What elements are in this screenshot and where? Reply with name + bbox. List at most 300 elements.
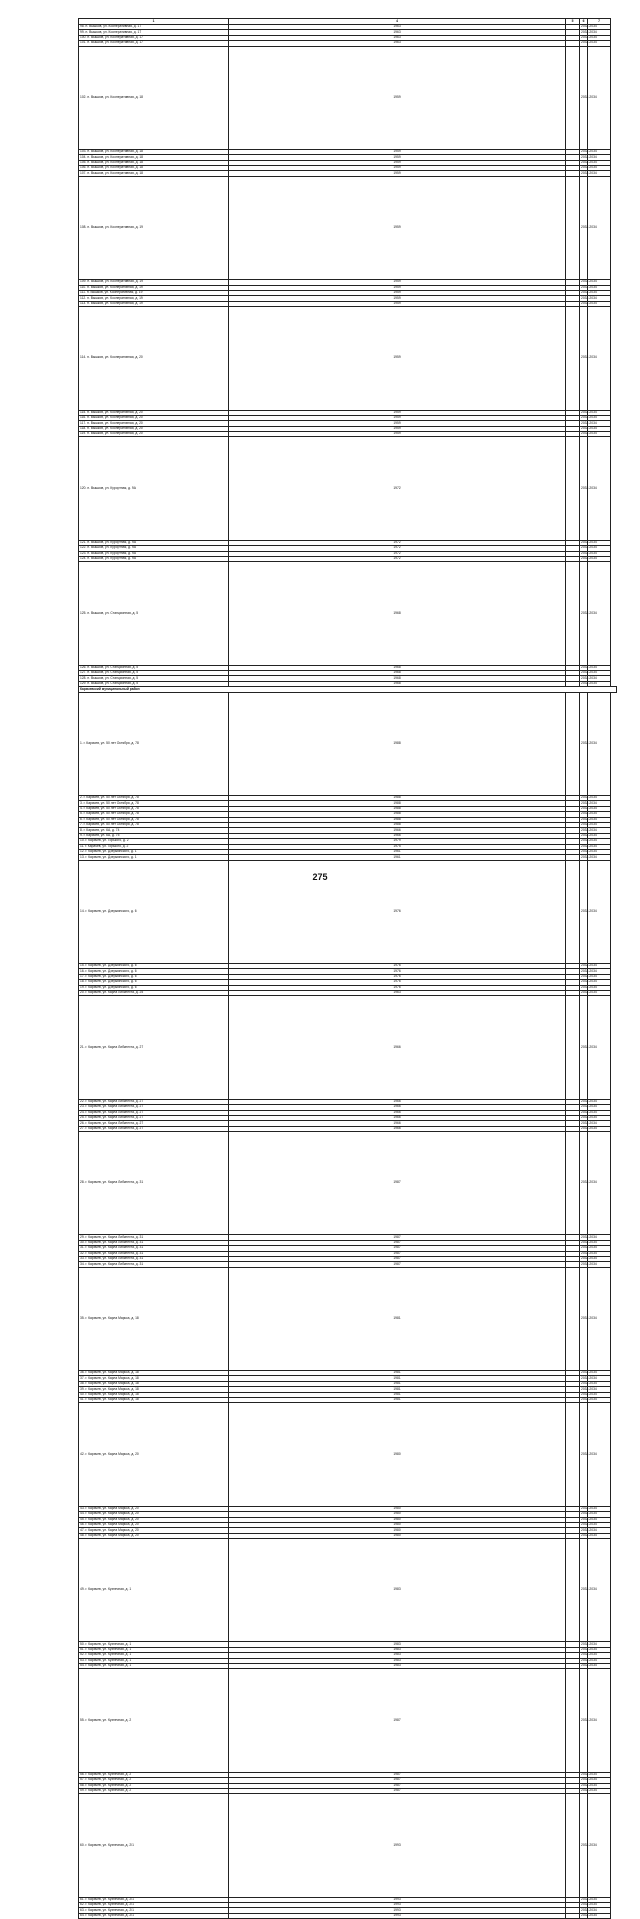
year-built-cell: 1959 [229, 155, 566, 160]
planned-period-cell: 2032-2034 [580, 860, 588, 963]
year-built-cell: 1981 [229, 1267, 566, 1370]
year-built-cell: 1983 [229, 1653, 566, 1658]
planned-period-cell: 2032-2034 [581, 556, 597, 561]
address-cell: 21. г. Карачев, ул. Карла Либкнехта, д. 27 [79, 996, 229, 1099]
address-cell: 37. г. Карачев, ул. Карла Маркса, д. 18 [79, 1376, 229, 1381]
address-cell: 14. г. Карачев, ул. Дзержинского, д. 6 [79, 860, 229, 963]
planned-period-cell: 2032-2034 [581, 670, 597, 675]
column-number: 5 [566, 19, 580, 25]
address-cell: 121. п. Вышков, ул. Курортная, д. 9А [79, 540, 229, 545]
planned-period-cell: 2032-2034 [581, 1098, 597, 1103]
address-cell: 114. п. Вышков, ул. Кооперативная, д. 20 [79, 307, 229, 410]
planned-period-cell: 2032-2034 [580, 1669, 588, 1772]
planned-period-cell: 2032-2034 [581, 1511, 597, 1516]
planned-period-cell: 2032-2034 [581, 1261, 597, 1266]
year-built-cell: 1976 [229, 980, 566, 985]
planned-period-cell: 2032-2034 [581, 420, 597, 425]
address-cell: 128. п. Вышков, ул. Станционная, д. 5 [79, 676, 229, 681]
address-cell: 20. г. Карачев, ул. Карла Либкнехта, д. 25 [79, 990, 229, 995]
year-built-cell: 1983 [229, 1658, 566, 1663]
year-built-cell: 1981 [229, 1376, 566, 1381]
planned-period-cell: 2032-2034 [581, 827, 597, 832]
year-built-cell: 1963 [229, 25, 566, 30]
year-built-cell: 1959 [229, 149, 566, 154]
planned-period-cell: 2032-2034 [581, 1777, 597, 1782]
planned-period-cell: 2032-2034 [581, 1245, 597, 1250]
planned-period-cell: 2032-2034 [581, 1256, 597, 1261]
address-cell: 10. г. Карачев, ул. Горького, д. 2 [79, 839, 229, 844]
address-cell: 63. г. Карачев, ул. Кузнечная, д. 2/1 [79, 1908, 229, 1913]
address-cell: 4. г. Карачев, ул. 50 лет Октября, д. 78 [79, 806, 229, 811]
address-cell: 119. п. Вышков, ул. Кооперативная, д. 20 [79, 432, 229, 437]
address-cell: 36. г. Карачев, ул. Карла Маркса, д. 18 [79, 1371, 229, 1376]
address-cell: 22. г. Карачев, ул. Карла Либкнехта, д. 27 [79, 1099, 229, 1104]
year-built-cell: 1987 [229, 1669, 566, 1772]
planned-period-cell: 2032-2034 [580, 1267, 588, 1370]
planned-period-cell: 2032-2034 [581, 1240, 597, 1245]
planned-period-cell: 2032-2034 [581, 838, 597, 843]
planned-period-cell: 2032-2034 [580, 437, 588, 540]
planned-period-cell: 2032-2034 [581, 301, 597, 305]
address-cell: 56. г. Карачев, ул. Кузнечная, д. 2 [79, 1772, 229, 1777]
year-built-cell: 1963 [229, 30, 566, 35]
year-built-cell: 1976 [229, 969, 566, 974]
address-cell: 3. г. Карачев, ул. 50 лет Октября, д. 78 [79, 801, 229, 806]
planned-period-cell: 2032-2034 [581, 1532, 597, 1537]
planned-period-cell: 2032-2034 [581, 1104, 597, 1109]
address-cell: 51. г. Карачев, ул. Кузнечная, д. 1 [79, 1647, 229, 1652]
planned-period-cell: 2032-2034 [581, 35, 597, 40]
year-built-cell: 1966 [229, 1110, 566, 1115]
planned-period-cell: 2032-2034 [581, 1109, 597, 1114]
year-built-cell: 1976 [229, 860, 566, 963]
planned-period-cell: 2032-2034 [581, 1641, 597, 1646]
table-row [79, 176, 617, 279]
column-number: 6 [580, 19, 588, 25]
year-built-cell: 1993 [229, 1794, 566, 1897]
planned-period-cell: 2032-2034 [581, 1506, 597, 1511]
year-built-cell: 1966 [229, 828, 566, 833]
address-cell: 48. г. Карачев, ул. Карла Маркса, д. 20 [79, 1533, 229, 1538]
year-built-cell: 1988 [229, 822, 566, 827]
year-built-cell: 1979 [229, 839, 566, 844]
address-cell: 118. п. Вышков, ул. Кооперативная, д. 20 [79, 426, 229, 431]
year-built-cell: 1966 [229, 1115, 566, 1120]
year-built-cell: 1959 [229, 285, 566, 290]
planned-period-cell: 2032-2034 [580, 1132, 588, 1235]
column-number: 4 [229, 19, 566, 25]
year-built-cell: 1980 [229, 1517, 566, 1522]
planned-period-cell: 2032-2034 [581, 1516, 597, 1521]
address-cell: 61. г. Карачев, ул. Кузнечная, д. 2/1 [79, 1897, 229, 1902]
planned-period-cell: 2032-2034 [581, 1250, 597, 1255]
address-cell: 112. п. Вышков, ул. Кооперативная, д. 19 [79, 296, 229, 301]
planned-period-cell: 2032-2034 [581, 1782, 597, 1787]
planned-period-cell: 2032-2034 [581, 854, 597, 859]
year-built-cell: 1959 [229, 301, 566, 306]
address-cell: 41. г. Карачев, ул. Карла Маркса, д. 18 [79, 1398, 229, 1403]
planned-period-cell: 2032-2034 [580, 46, 588, 149]
empty-cell [566, 1794, 580, 1897]
empty-cell [566, 1539, 580, 1642]
planned-period-cell: 2032-2034 [581, 550, 597, 555]
planned-period-cell: 2032-2034 [581, 843, 597, 848]
address-cell: 12. г. Карачев, ул. Дзержинского, д. 1 [79, 849, 229, 854]
address-cell: 34. г. Карачев, ул. Карла Либкнехта, д. 31 [79, 1262, 229, 1267]
planned-period-cell: 2032-2034 [581, 1647, 597, 1652]
planned-period-cell: 2032-2034 [581, 295, 597, 300]
address-cell: 15. г. Карачев, ул. Дзержинского, д. 6 [79, 964, 229, 969]
empty-cell [566, 692, 580, 795]
address-cell: 124. п. Вышков, ул. Курортная, д. 9А [79, 556, 229, 561]
planned-period-cell: 2032-2034 [581, 1788, 597, 1793]
year-built-cell: 1959 [229, 290, 566, 295]
planned-period-cell: 2032-2034 [581, 409, 597, 414]
planned-period-cell: 2032-2034 [581, 1902, 597, 1907]
planned-period-cell: 2032-2034 [581, 1120, 597, 1125]
address-cell: 44. г. Карачев, ул. Карла Маркса, д. 20 [79, 1512, 229, 1517]
address-cell: 60. г. Карачев, ул. Кузнечная, д. 2/1 [79, 1794, 229, 1897]
year-built-cell: 1988 [229, 801, 566, 806]
page-number: 275 [312, 872, 328, 882]
year-built-cell: 1966 [229, 996, 566, 1099]
year-built-cell: 1988 [229, 806, 566, 811]
planned-period-cell: 2032-2034 [581, 1663, 597, 1668]
table-row [79, 692, 617, 795]
year-built-cell: 1993 [229, 1897, 566, 1902]
address-cell: 98. п. Вышков, ул. Кооперативная, д. 17 [79, 25, 229, 30]
planned-period-cell: 2032-2034 [581, 149, 597, 154]
year-built-cell: 1983 [229, 1647, 566, 1652]
planned-period-cell: 2032-2034 [581, 1896, 597, 1901]
planned-period-cell: 2032-2034 [581, 1115, 597, 1120]
address-cell: 107. п. Вышков, ул. Кооперативная, д. 18 [79, 171, 229, 176]
planned-period-cell: 2032-2034 [581, 984, 597, 989]
address-cell: 24. г. Карачев, ул. Карла Либкнехта, д. 27 [79, 1110, 229, 1115]
year-built-cell: 1987 [229, 1772, 566, 1777]
planned-period-cell: 2032-2034 [581, 974, 597, 979]
address-cell: 26. г. Карачев, ул. Карла Либкнехта, д. 27 [79, 1121, 229, 1126]
year-built-cell: 1959 [229, 410, 566, 415]
year-built-cell: 1987 [229, 1235, 566, 1240]
year-built-cell: 1993 [229, 1903, 566, 1908]
planned-period-cell: 2032-2034 [581, 1397, 597, 1402]
address-cell: 123. п. Вышков, ул. Курортная, д. 9А [79, 551, 229, 556]
planned-period-cell: 2032-2034 [581, 1657, 597, 1662]
planned-period-cell: 2032-2034 [581, 1234, 597, 1239]
year-built-cell: 1980 [229, 1533, 566, 1538]
year-built-cell: 1981 [229, 1398, 566, 1403]
year-built-cell: 1988 [229, 692, 566, 795]
planned-period-cell: 2032-2034 [581, 1370, 597, 1375]
planned-period-cell: 2032-2034 [581, 170, 597, 175]
year-built-cell: 1975 [229, 844, 566, 849]
address-cell: 105. п. Вышков, ул. Кооперативная, д. 18 [79, 160, 229, 165]
address-cell: 125. п. Вышков, ул. Станционная, д. 5 [79, 562, 229, 665]
address-cell: 11. г. Карачев, ул. Горького, д. 2 [79, 844, 229, 849]
year-built-cell: 1981 [229, 1392, 566, 1397]
planned-period-cell: 2032-2034 [581, 154, 597, 159]
table-body [79, 25, 617, 1919]
address-cell: 18. г. Карачев, ул. Дзержинского, д. 6 [79, 980, 229, 985]
address-cell: 27. г. Карачев, ул. Карла Либкнехта, д. 27 [79, 1126, 229, 1131]
planned-period-cell: 2032-2034 [581, 990, 597, 995]
empty-cell [566, 562, 580, 665]
year-built-cell: 1988 [229, 796, 566, 801]
address-cell: 106. п. Вышков, ул. Кооперативная, д. 18 [79, 166, 229, 171]
year-built-cell: 1972 [229, 551, 566, 556]
year-built-cell: 1959 [229, 421, 566, 426]
year-built-cell: 1972 [229, 540, 566, 545]
address-cell: 54. г. Карачев, ул. Кузнечная, д. 1 [79, 1664, 229, 1669]
planned-period-cell: 2032-2034 [581, 415, 597, 420]
column-number: 7 [588, 19, 611, 25]
address-cell: 57. г. Карачев, ул. Кузнечная, д. 2 [79, 1778, 229, 1783]
address-cell: 109. п. Вышков, ул. Кооперативная, д. 19 [79, 280, 229, 285]
address-cell: 42. г. Карачев, ул. Карла Маркса, д. 20 [79, 1403, 229, 1506]
year-built-cell: 1961 [229, 855, 566, 860]
planned-period-cell: 2032-2034 [581, 800, 597, 805]
planned-period-cell: 2032-2034 [580, 996, 588, 1099]
address-cell: 46. г. Карачев, ул. Карла Маркса, д. 20 [79, 1522, 229, 1527]
empty-cell [566, 996, 580, 1099]
planned-period-cell: 2032-2034 [580, 692, 588, 795]
year-built-cell: 1972 [229, 546, 566, 551]
year-built-cell: 1981 [229, 1387, 566, 1392]
year-built-cell: 1959 [229, 280, 566, 285]
address-cell: 35. г. Карачев, ул. Карла Маркса, д. 18 [79, 1267, 229, 1370]
address-cell: 102. п. Вышков, ул. Кооперативная, д. 18 [79, 46, 229, 149]
planned-period-cell: 2032-2034 [581, 1913, 597, 1918]
planned-period-cell: 2032-2034 [581, 816, 597, 821]
planned-period-cell: 2032-2034 [580, 1794, 588, 1897]
year-built-cell: 1959 [229, 171, 566, 176]
empty-cell [566, 176, 580, 279]
planned-period-cell: 2032-2034 [580, 1403, 588, 1506]
year-built-cell: 1968 [229, 676, 566, 681]
year-built-cell: 1961 [229, 849, 566, 854]
planned-period-cell: 2032-2034 [581, 1522, 597, 1527]
year-built-cell: 1987 [229, 1251, 566, 1256]
year-built-cell: 1959 [229, 426, 566, 431]
table-row [79, 1403, 617, 1506]
year-built-cell: 1966 [229, 1126, 566, 1131]
address-cell: 39. г. Карачев, ул. Карла Маркса, д. 18 [79, 1387, 229, 1392]
planned-period-cell: 2032-2034 [581, 963, 597, 968]
address-cell: 43. г. Карачев, ул. Карла Маркса, д. 20 [79, 1506, 229, 1511]
year-built-cell: 1983 [229, 1642, 566, 1647]
address-cell: 108. п. Вышков, ул. Кооперативная, д. 19 [79, 176, 229, 279]
empty-cell [566, 307, 580, 410]
address-cell: 33. г. Карачев, ул. Карла Либкнехта, д. 31 [79, 1256, 229, 1261]
planned-period-cell: 2032-2034 [581, 540, 597, 545]
planned-period-cell: 2032-2034 [581, 40, 597, 45]
address-cell: 101. п. Вышков, ул. Кооперативная, д. 17 [79, 41, 229, 46]
empty-cell [566, 1913, 580, 1918]
table-row [79, 307, 617, 410]
year-built-cell: 1959 [229, 160, 566, 165]
address-cell: 29. г. Карачев, ул. Карла Либкнехта, д. 31 [79, 1235, 229, 1240]
address-cell: 6. г. Карачев, ул. 50 лет Октября, д. 78 [79, 817, 229, 822]
table-row [79, 1913, 617, 1918]
planned-period-cell: 2032-2034 [580, 307, 588, 410]
planned-period-cell: 2032-2034 [580, 562, 588, 665]
year-built-cell: 1972 [229, 437, 566, 540]
year-built-cell: 1981 [229, 1381, 566, 1386]
address-cell: 16. г. Карачев, ул. Дзержинского, д. 6 [79, 969, 229, 974]
planned-period-cell: 2032-2034 [581, 29, 597, 34]
address-cell: 49. г. Карачев, ул. Кузнечная, д. 1 [79, 1539, 229, 1642]
year-built-cell: 1968 [229, 671, 566, 676]
address-cell: 52. г. Карачев, ул. Кузнечная, д. 1 [79, 1653, 229, 1658]
planned-period-cell: 2032-2034 [581, 849, 597, 854]
address-cell: 32. г. Карачев, ул. Карла Либкнехта, д. 31 [79, 1251, 229, 1256]
planned-period-cell: 2032-2034 [581, 795, 597, 800]
address-cell: 58. г. Карачев, ул. Кузнечная, д. 2 [79, 1783, 229, 1788]
planned-period-cell: 2032-2034 [581, 545, 597, 550]
empty-cell [566, 437, 580, 540]
planned-period-cell: 2032-2034 [581, 279, 597, 284]
planned-period-cell: 2032-2034 [581, 806, 597, 811]
year-built-cell: 1993 [229, 1908, 566, 1913]
year-built-cell: 1972 [229, 556, 566, 561]
empty-cell [566, 1669, 580, 1772]
year-built-cell: 1968 [229, 562, 566, 665]
year-built-cell: 1987 [229, 1256, 566, 1261]
planned-period-cell: 2032-2034 [581, 284, 597, 289]
planned-period-cell: 2032-2034 [581, 1375, 597, 1380]
planned-period-cell: 2032-2034 [581, 425, 597, 430]
address-cell: 30. г. Карачев, ул. Карла Либкнехта, д. 31 [79, 1240, 229, 1245]
address-cell: 31. г. Карачев, ул. Карла Либкнехта, д. 31 [79, 1246, 229, 1251]
year-built-cell: 1981 [229, 1371, 566, 1376]
address-cell: 113. п. Вышков, ул. Кооперативная, д. 19 [79, 301, 229, 306]
year-built-cell: 1959 [229, 176, 566, 279]
address-cell: 55. г. Карачев, ул. Кузнечная, д. 2 [79, 1669, 229, 1772]
address-cell: 117. п. Вышков, ул. Кооперативная, д. 20 [79, 421, 229, 426]
year-built-cell: 1980 [229, 1512, 566, 1517]
address-cell: 122. п. Вышков, ул. Курортная, д. 9А [79, 546, 229, 551]
year-built-cell: 1987 [229, 1783, 566, 1788]
address-cell: 40. г. Карачев, ул. Карла Маркса, д. 18 [79, 1392, 229, 1397]
planned-period-cell: 2032-2034 [581, 431, 597, 436]
year-built-cell: 1976 [229, 985, 566, 990]
address-cell: 17. г. Карачев, ул. Дзержинского, д. 6 [79, 974, 229, 979]
planned-period-cell: 2032-2034 [581, 1652, 597, 1657]
year-built-cell: 1988 [229, 812, 566, 817]
table-row [79, 562, 617, 665]
planned-period-cell: 2032-2034 [580, 176, 588, 279]
planned-period-cell: 2032-2034 [581, 1125, 597, 1130]
year-built-cell: 1959 [229, 296, 566, 301]
year-built-cell: 1987 [229, 1788, 566, 1793]
address-cell: 116. п. Вышков, ул. Кооперативная, д. 20 [79, 415, 229, 420]
year-built-cell: 1980 [229, 1522, 566, 1527]
address-cell: 47. г. Карачев, ул. Карла Маркса, д. 20 [79, 1528, 229, 1533]
table-row [79, 1794, 617, 1897]
address-cell: 25. г. Карачев, ул. Карла Либкнехта, д. 27 [79, 1115, 229, 1120]
planned-period-cell: 2032-2034 [581, 159, 597, 164]
address-cell: 23. г. Карачев, ул. Карла Либкнехта, д. 27 [79, 1105, 229, 1110]
year-built-cell: 1980 [229, 1403, 566, 1506]
year-built-cell: 1966 [229, 833, 566, 838]
planned-period-cell: 2032-2034 [581, 979, 597, 984]
address-cell: 59. г. Карачев, ул. Кузнечная, д. 2 [79, 1788, 229, 1793]
address-cell: 53. г. Карачев, ул. Кузнечная, д. 1 [79, 1658, 229, 1663]
repair-program-table [78, 18, 617, 1919]
address-cell: 5. г. Карачев, ул. 50 лет Октября, д. 78 [79, 812, 229, 817]
document-sheet [78, 18, 616, 1919]
address-cell: 99. п. Вышков, ул. Кооперативная, д. 17 [79, 30, 229, 35]
address-cell: 8. г. Карачев, ул. 6А, д. 74 [79, 828, 229, 833]
address-cell: 62. г. Карачев, ул. Кузнечная, д. 2/1 [79, 1903, 229, 1908]
year-built-cell: 1987 [229, 1246, 566, 1251]
address-cell: 50. г. Карачев, ул. Кузнечная, д. 1 [79, 1642, 229, 1647]
address-cell: 127. п. Вышков, ул. Станционная, д. 5 [79, 671, 229, 676]
address-cell: 111. п. Вышков, ул. Кооперативная, д. 19 [79, 290, 229, 295]
address-cell: 120. п. Вышков, ул. Курортная, д. 9А [79, 437, 229, 540]
year-built-cell: 1976 [229, 974, 566, 979]
empty-cell [566, 1132, 580, 1235]
table-row [79, 46, 617, 149]
address-cell: 19. г. Карачев, ул. Дзержинского, д. 6 [79, 985, 229, 990]
planned-period-cell: 2032-2034 [581, 675, 597, 680]
planned-period-cell: 2032-2034 [581, 24, 597, 29]
year-built-cell: 1987 [229, 1778, 566, 1783]
year-built-cell: 1988 [229, 817, 566, 822]
year-built-cell: 1983 [229, 1664, 566, 1669]
planned-period-cell: 2032-2034 [581, 822, 597, 827]
address-cell: 104. п. Вышков, ул. Кооперативная, д. 18 [79, 155, 229, 160]
table-row [79, 1132, 617, 1235]
year-built-cell: 1993 [229, 1913, 566, 1918]
address-cell: 64. г. Карачев, ул. Кузнечная, д. 2/1 [79, 1913, 229, 1918]
table-row [79, 1267, 617, 1370]
planned-period-cell: 2032-2034 [581, 664, 597, 669]
year-built-cell: 1966 [229, 1105, 566, 1110]
year-built-cell: 1980 [229, 1506, 566, 1511]
year-built-cell: 1966 [229, 1099, 566, 1104]
planned-period-cell: 2032-2034 [581, 165, 597, 170]
year-built-cell: 1959 [229, 432, 566, 437]
address-cell: 7. г. Карачев, ул. 50 лет Октября, д. 78 [79, 822, 229, 827]
year-built-cell: 1966 [229, 1121, 566, 1126]
planned-period-cell: 2032-2034 [581, 1527, 597, 1532]
section-title: Карачевский муниципальный район [79, 687, 617, 692]
planned-period-cell: 2032-2034 [581, 1907, 597, 1912]
planned-period-cell: 2032-2034 [580, 1539, 588, 1642]
address-cell: 1. г. Карачев, ул. 50 лет Октября, д. 78 [79, 692, 229, 795]
year-built-cell: 1959 [229, 307, 566, 410]
table-row [79, 1669, 617, 1772]
empty-cell [566, 46, 580, 149]
year-built-cell: 1987 [229, 1132, 566, 1235]
planned-period-cell: 2032-2034 [581, 832, 597, 837]
address-cell: 103. п. Вышков, ул. Кооперативная, д. 18 [79, 149, 229, 154]
address-cell: 126. п. Вышков, ул. Станционная, д. 5 [79, 665, 229, 670]
table-row [79, 1539, 617, 1642]
address-cell: 129. п. Вышков, ул. Станционная, д. 5 [79, 681, 229, 686]
year-built-cell: 1968 [229, 665, 566, 670]
address-cell: 9. г. Карачев, ул. 6А, д. 75 [79, 833, 229, 838]
table-row [79, 996, 617, 1099]
planned-period-cell: 2032-2034 [581, 968, 597, 973]
year-built-cell: 1987 [229, 1240, 566, 1245]
year-built-cell: 1980 [229, 1528, 566, 1533]
address-cell: 38. г. Карачев, ул. Карла Маркса, д. 18 [79, 1381, 229, 1386]
year-built-cell: 1963 [229, 990, 566, 995]
year-built-cell: 1987 [229, 1262, 566, 1267]
